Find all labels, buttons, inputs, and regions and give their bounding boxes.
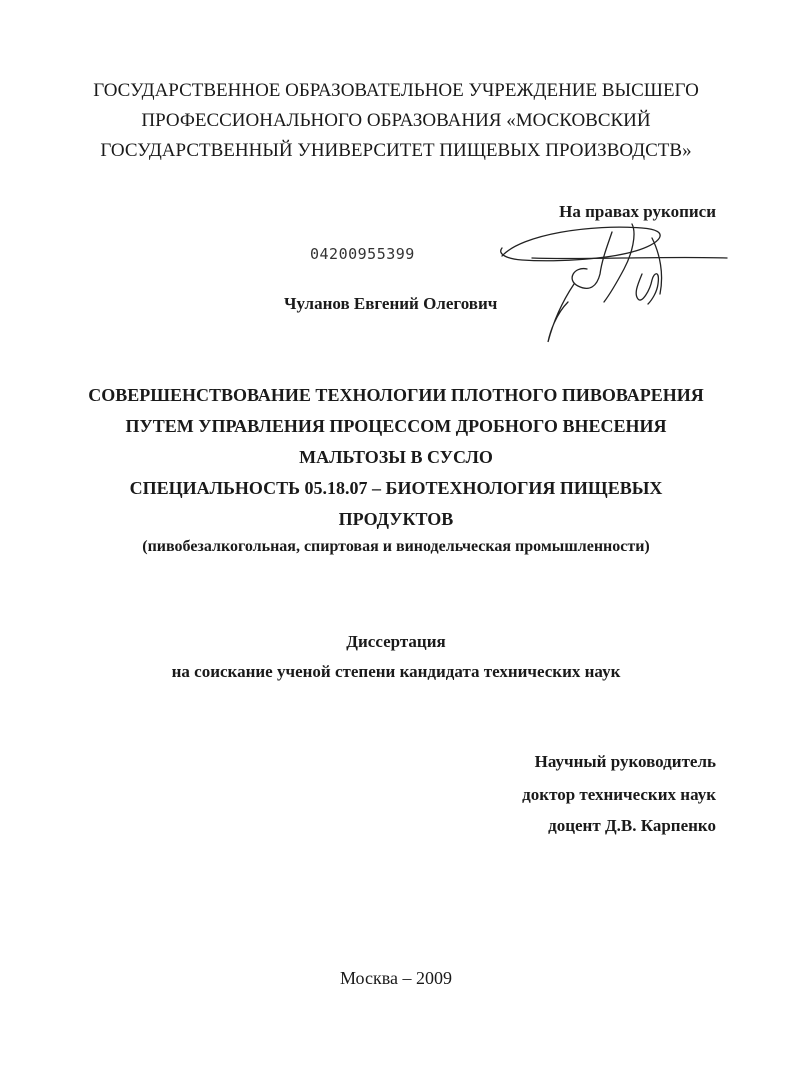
title-line-1: СОВЕРШЕНСТВОВАНИЕ ТЕХНОЛОГИИ ПЛОТНОГО ПИВОВАРЕНИЯ <box>88 385 704 405</box>
city-year: Москва – 2009 <box>340 968 452 988</box>
title-line-3: МАЛЬТОЗЫ В СУСЛО <box>299 447 493 467</box>
institution-line-3: ГОСУДАРСТВЕННЫЙ УНИВЕРСИТЕТ ПИЩЕВЫХ ПРОИЗВОДСТВ» <box>100 140 692 161</box>
registration-number: 04200955399 <box>310 245 415 263</box>
supervisor-degree: доктор технических наук <box>522 785 716 804</box>
specialty-line: СПЕЦИАЛЬНОСТЬ 05.18.07 – БИОТЕХНОЛОГИЯ ПИЩЕВЫХ <box>129 478 663 498</box>
degree-sought: на соискание ученой степени кандидата технических наук <box>171 662 621 681</box>
author-name: Чуланов Евгений Олегович <box>284 294 498 313</box>
specialty-line-2: ПРОДУКТОВ <box>338 509 454 529</box>
supervisor-label: Научный руководитель <box>534 752 716 771</box>
institution-line-1: ГОСУДАРСТВЕННОЕ ОБРАЗОВАТЕЛЬНОЕ УЧРЕЖДЕНИЕ ВЫСШЕГО <box>93 80 699 101</box>
title-line-2: ПУТЕМ УПРАВЛЕНИЯ ПРОЦЕССОМ ДРОБНОГО ВНЕСЕНИЯ <box>125 416 667 436</box>
supervisor-name: доцент Д.В. Карпенко <box>548 816 716 835</box>
specialty-note: (пивобезалкогольная, спиртовая и винодельческая промышленности) <box>142 538 650 555</box>
rights-label: На правах рукописи <box>559 202 716 221</box>
institution-line-2: ПРОФЕССИОНАЛЬНОГО ОБРАЗОВАНИЯ «МОСКОВСКИЙ <box>141 110 651 131</box>
document-type: Диссертация <box>346 632 446 651</box>
signature-icon <box>492 214 732 349</box>
